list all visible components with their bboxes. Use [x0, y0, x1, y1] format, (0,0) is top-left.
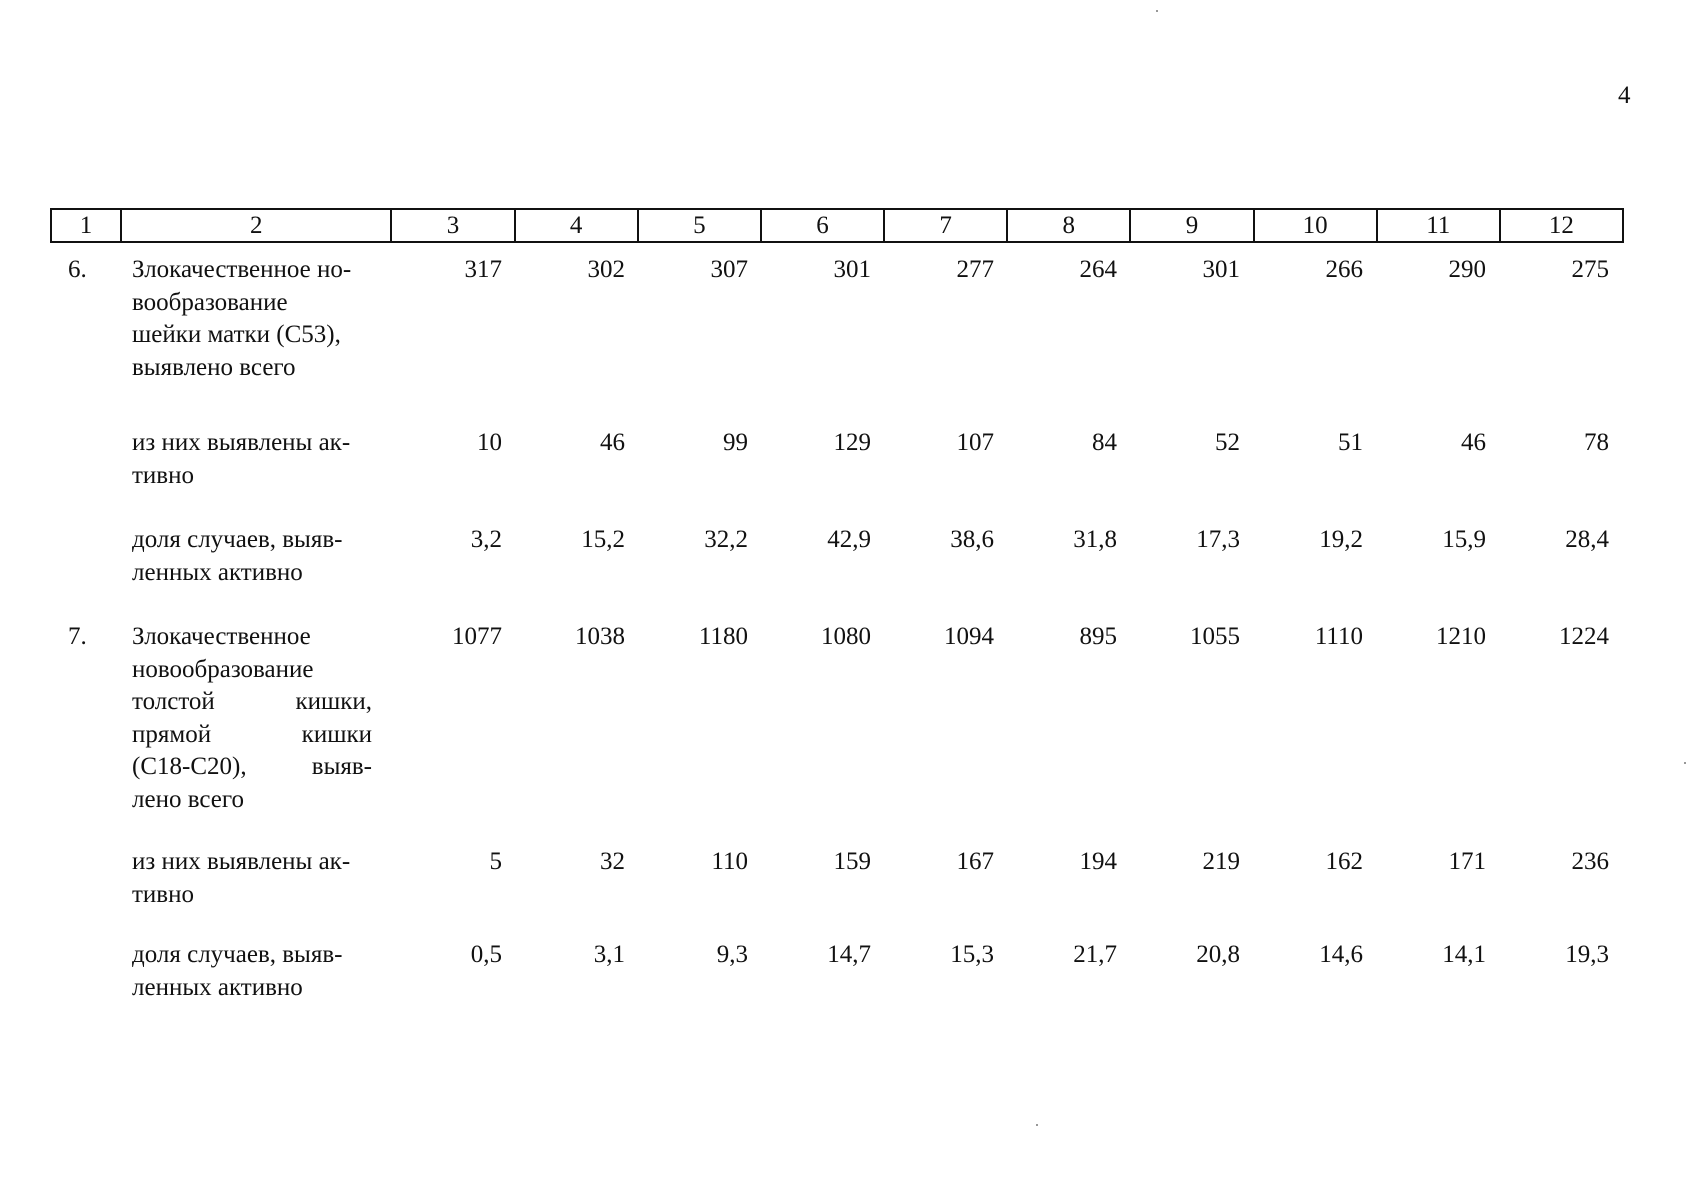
value-cell: 21,7 [1073, 941, 1117, 968]
header-cell: 1 [51, 209, 121, 242]
row-label [132, 939, 372, 1004]
label-line: из них выявлены ак- [132, 848, 351, 875]
label-line: толстой кишки, [132, 688, 372, 715]
value-cell: 99 [723, 429, 748, 456]
value-cell: 107 [956, 429, 994, 456]
value-cell: 895 [1079, 623, 1117, 650]
header-cell: 3 [391, 209, 514, 242]
value-cell: 38,6 [950, 526, 994, 553]
value-cell: 14,1 [1442, 941, 1486, 968]
value-cell: 219 [1202, 848, 1240, 875]
value-cell: 51 [1338, 429, 1363, 456]
value-cell: 307 [710, 256, 748, 283]
label-line: доля случаев, выяв- [132, 526, 343, 553]
row-label [132, 524, 372, 589]
value-cell: 275 [1571, 256, 1609, 283]
value-cell: 1110 [1314, 623, 1363, 650]
value-cell: 14,6 [1319, 941, 1363, 968]
value-cell: 32,2 [704, 526, 748, 553]
row-number: 7. [68, 623, 87, 650]
label-line: доля случаев, выяв- [132, 941, 343, 968]
value-cell: 277 [956, 256, 994, 283]
value-cell: 28,4 [1565, 526, 1609, 553]
value-cell: 52 [1215, 429, 1240, 456]
header-cell: 4 [515, 209, 638, 242]
value-cell: 78 [1584, 429, 1609, 456]
label-line: прямой кишки [132, 720, 372, 748]
header-cell: 7 [884, 209, 1007, 242]
row-label [132, 254, 372, 384]
value-cell: 15,2 [581, 526, 625, 553]
value-cell: 171 [1448, 848, 1486, 875]
header-cell: 11 [1377, 209, 1500, 242]
value-cell: 264 [1079, 256, 1117, 283]
label-line: шейки матки (С53), [132, 321, 341, 348]
value-cell: 1210 [1436, 623, 1486, 650]
label-line: тивно [132, 461, 194, 489]
value-cell: 110 [711, 848, 748, 875]
value-cell: 46 [600, 429, 625, 456]
header-cell: 8 [1007, 209, 1130, 242]
value-cell: 20,8 [1196, 941, 1240, 968]
value-cell: 317 [464, 256, 502, 283]
column-number-header [50, 208, 1624, 243]
header-cell: 10 [1254, 209, 1377, 242]
value-cell: 5 [489, 848, 502, 875]
label-line: вообразование [132, 288, 288, 316]
value-cell: 31,8 [1073, 526, 1117, 553]
label-line: выявлено всего [132, 353, 296, 381]
value-cell: 301 [1202, 256, 1240, 283]
value-cell: 162 [1325, 848, 1363, 875]
label-line: ленных активно [132, 558, 303, 586]
scan-speck [1156, 10, 1158, 12]
value-cell: 290 [1448, 256, 1486, 283]
label-line: из них выявлены ак- [132, 429, 351, 456]
label-line: тивно [132, 880, 194, 908]
value-cell: 266 [1325, 256, 1363, 283]
value-cell: 14,7 [827, 941, 871, 968]
value-cell: 159 [833, 848, 871, 875]
value-cell: 236 [1571, 848, 1609, 875]
page-number: 4 [1618, 82, 1631, 109]
scan-speck [1036, 1124, 1038, 1126]
header-cell: 9 [1130, 209, 1253, 242]
value-cell: 0,5 [470, 941, 502, 968]
header-cell: 6 [761, 209, 884, 242]
label-line: Злокачественное [132, 623, 311, 650]
value-cell: 46 [1461, 429, 1486, 456]
value-cell: 194 [1079, 848, 1117, 875]
value-cell: 17,3 [1196, 526, 1240, 553]
row-label [132, 846, 372, 911]
value-cell: 42,9 [827, 526, 871, 553]
value-cell: 1077 [452, 623, 502, 650]
value-cell: 19,2 [1319, 526, 1363, 553]
value-cell: 3,1 [593, 941, 625, 968]
row-label [132, 427, 372, 492]
value-cell: 10 [477, 429, 502, 456]
value-cell: 129 [833, 429, 871, 456]
value-cell: 15,9 [1442, 526, 1486, 553]
row-label [132, 621, 372, 816]
value-cell: 1080 [821, 623, 871, 650]
value-cell: 301 [833, 256, 871, 283]
scan-speck [1684, 762, 1686, 764]
value-cell: 84 [1092, 429, 1117, 456]
value-cell: 1038 [575, 623, 625, 650]
label-line: лено всего [132, 785, 244, 813]
header-cell: 2 [121, 209, 391, 242]
value-cell: 167 [956, 848, 994, 875]
label-line: (С18-С20), выяв- [132, 753, 372, 780]
label-line: ленных активно [132, 973, 303, 1001]
value-cell: 1055 [1190, 623, 1240, 650]
value-cell: 3,2 [470, 526, 502, 553]
row-number: 6. [68, 256, 87, 283]
label-line: новообразование [132, 655, 314, 683]
value-cell: 302 [587, 256, 625, 283]
value-cell: 9,3 [716, 941, 748, 968]
header-cell: 5 [638, 209, 761, 242]
label-line: Злокачественное но- [132, 256, 352, 283]
value-cell: 1094 [944, 623, 994, 650]
value-cell: 1180 [698, 623, 748, 650]
value-cell: 15,3 [950, 941, 994, 968]
header-cell: 12 [1500, 209, 1623, 242]
value-cell: 32 [600, 848, 625, 875]
value-cell: 1224 [1559, 623, 1609, 650]
value-cell: 19,3 [1565, 941, 1609, 968]
